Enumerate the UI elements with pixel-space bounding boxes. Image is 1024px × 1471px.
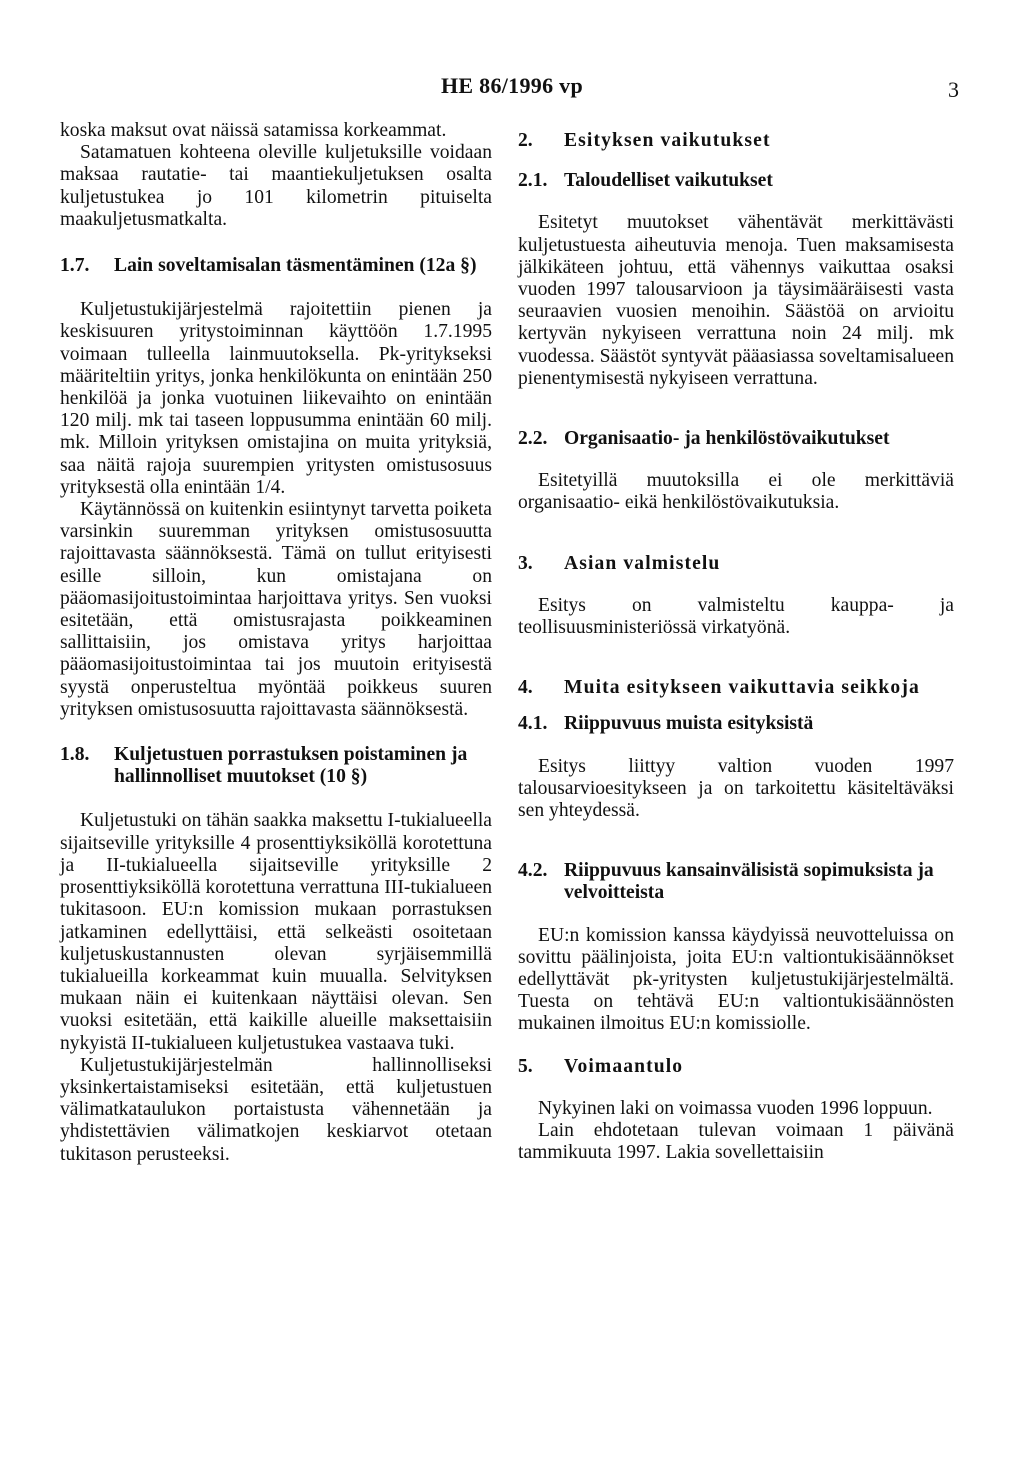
section-heading-2 (518, 130, 954, 152)
section-heading-5 (518, 1056, 954, 1078)
section-title: Esityksen vaikutukset (564, 130, 771, 151)
section-heading-2-1 (518, 170, 954, 192)
body-paragraph: Esitetyt muutokset vähentävät merkittävästi kuljetustuesta aiheutuvia menoja. Tuen maksamisesta jälkikäteen johtuu, että vähennys vaikuttaa osaksi vuoden 1997 talousarvioon ja täysimääräisesti vasta seuraavien vuosien menoihin. Säästöä on arvioitu kertyvän nykyiseen verrattuna noin 24 milj. mk vuodessa. Säästöt syntyvät pääasiassa soveltamisalueen pienentymisestä nykyiseen verrattuna. (518, 212, 954, 389)
section-title: Taloudelliset vaikutukset (564, 170, 773, 192)
section-title: Riippuvuus muista esityksistä (564, 713, 814, 735)
section-heading-1-7 (60, 255, 492, 277)
section-number: 3. (518, 552, 533, 574)
section-number: 2.2. (518, 428, 548, 450)
body-paragraph: Kuljetustukijärjestelmä rajoitettiin pienen ja keskisuuren yritystoiminnan käyttöön 1.7.1995 voimaan tulleella lainmuutoksella. Pk-yritykseksi määriteltiin yritys, jonka henkilökunta on enintään 250 henkilöä ja jonka vuotuinen liikevaihto on enintään 120 milj. mk tai taseen loppusumma enintään 60 milj. mk. Milloin yrityksen omistajina on muita yrityksiä, saa näitä rajoja suurempien yritysten omistusosuus yrityksestä olla enintään 1/4. (60, 299, 492, 498)
section-title: Muita esitykseen vaikuttavia seikkoja (564, 677, 920, 699)
section-heading-2-2 (518, 428, 954, 450)
body-paragraph: Esitys on valmisteltu kauppa- ja teollisuusministeriössä virkatyönä. (518, 594, 954, 639)
section-number: 2.1. (518, 170, 548, 192)
body-paragraph: Nykyinen laki on voimassa vuoden 1996 loppuun. (538, 1097, 933, 1119)
section-heading-4-1 (518, 713, 954, 735)
section-number: 4.2. (518, 860, 548, 882)
body-paragraph: Esitys liittyy valtion vuoden 1997 talousarvioesitykseen ja on tarkoitettu käsiteltäväksi sen yhteydessä. (518, 755, 954, 822)
page-number: 3 (948, 77, 959, 102)
section-title: Organisaatio- ja henkilöstövaikutukset (564, 428, 890, 450)
section-number: 5. (518, 1055, 533, 1077)
section-heading-1-8 (60, 744, 492, 788)
section-title: Lain soveltamisalan täsmentäminen (12a §) (114, 255, 477, 277)
section-title: Asian valmistelu (564, 552, 721, 574)
right-column (518, 120, 954, 1165)
body-paragraph: Lain ehdotetaan tulevan voimaan 1 päivänä tammikuuta 1997. Lakia sovellettaisiin (518, 1120, 954, 1164)
section-number: 4. (518, 677, 533, 699)
body-paragraph: Kuljetustukijärjestelmän hallinnolliseksi yksinkertaistamiseksi esitetään, että kuljetustuen välimatkataulukon portaistusta vähennetään ja yhdistettävien välimatkojen keskiarvot otetaan tukitason perusteeksi. (60, 1054, 492, 1165)
section-heading-3 (518, 553, 954, 575)
body-paragraph: Kuljetustuki on tähän saakka maksettu I-tukialueella sijaitseville yrityksille 4 prosenttiyksiköllä korotettuna ja II-tukialueella sijaitseville yrityksille 2 prosenttiyksiköllä korotettuna verrattuna III-tukialueen tukitasoon. EU:n komission mukaan porrastuksen jatkaminen edellyttäisi, että selkeästi osoitetaan kuljetuskustannusten olevan syrjäisemmillä tukialueilla korkeammat kuin muualla. Selvityksen mukaan näin ei kuitenkaan näyttäisi olevan. Sen vuoksi esitetään, että kaikille alueille maksettaisiin nykyistä II-tukialueen kuljetustukea vastaava tuki. (60, 810, 492, 1054)
section-number: 4.1. (518, 713, 548, 735)
body-paragraph: EU:n komission kanssa käydyissä neuvotteluissa on sovittu päälinjoista, joita EU:n valtiontukisäännökset edellyttävät pk-yritysten kuljetustukijärjestelmältä. Tuesta on tehtävä EU:n valtiontukisäännösten mukainen ilmoitus EU:n komissiolle. (518, 924, 954, 1035)
intro-paragraph: Satamatuen kohteena oleville kuljetuksille voidaan maksaa rautatie- tai maantiekuljetuksen osalta kuljetustukea jo 101 kilometrin pituiselta maakuljetusmatkalta. (60, 142, 492, 230)
section-title: Voimaantulo (564, 1055, 684, 1077)
section-title: Kuljetustuen porrastuksen poistaminen ja hallinnolliset muutokset (10 §) (114, 744, 468, 788)
left-column (60, 120, 492, 1166)
page-header-title: HE 86/1996 vp (440, 73, 584, 98)
section-title: Riippuvuus kansainvälisistä sopimuksista ja velvoitteista (564, 860, 934, 904)
section-number: 1.8. (60, 744, 90, 766)
intro-paragraph: koska maksut ovat näissä satamissa korkeammat. (60, 120, 447, 141)
section-number: 1.7. (60, 255, 90, 277)
section-heading-4 (518, 677, 954, 699)
section-number: 2. (518, 130, 533, 151)
body-paragraph: Käytännössä on kuitenkin esiintynyt tarvetta poiketa varsinkin suuremman yrityksen omistusosuutta rajoittavasta säännöksestä. Tämä on tullut erityisesti esille silloin, kun omistajana on pääomasijoitustoimintaa harjoittava yritys. Sen vuoksi esitetään, että omistusrajasta poikkeaminen sallittaisiin, jos omistava yritys harjoittaa pääomasijoitustoimintaa tai jos muutoin erityisestä syystä onperusteltua myöntää poikkeus suuren yrityksen omistusosuutta rajoittavasta säännöksestä. (60, 499, 492, 720)
body-paragraph: Esitetyillä muutoksilla ei ole merkittäviä organisaatio- eikä henkilöstövaikutuksia. (518, 470, 954, 514)
section-heading-4-2 (518, 860, 954, 904)
